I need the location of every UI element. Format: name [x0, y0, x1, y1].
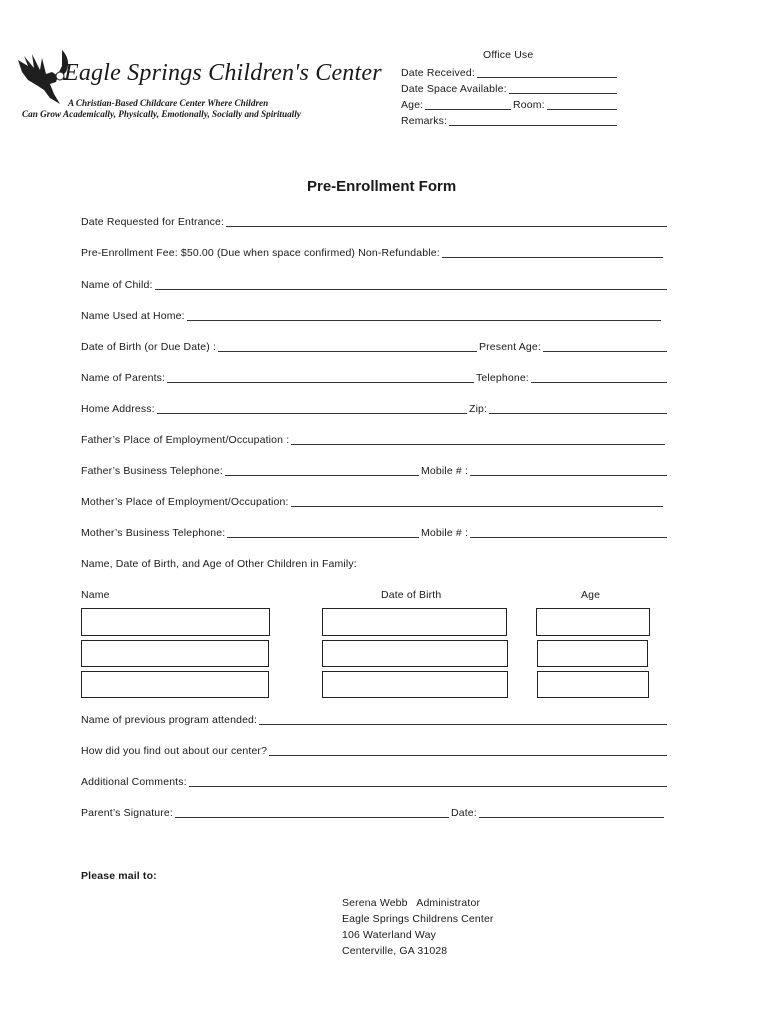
- mother-employment-field[interactable]: [81, 494, 665, 508]
- logo-tagline-1: A Christian-Based Childcare Center Where Children: [68, 98, 269, 108]
- child-2-dob-box[interactable]: [322, 640, 508, 667]
- date-space-available-field[interactable]: [401, 81, 619, 95]
- age-label: Age:: [401, 99, 424, 111]
- mother-phone-field[interactable]: [81, 525, 669, 539]
- comments-label: Additional Comments:: [81, 776, 187, 788]
- mother-employment-label: Mother’s Place of Employment/Occupation:: [81, 496, 289, 508]
- father-phone-field[interactable]: [81, 463, 669, 477]
- remarks-label: Remarks:: [401, 115, 448, 127]
- date-space-available-label: Date Space Available:: [401, 83, 507, 95]
- column-name-header: Name: [81, 589, 110, 601]
- found-out-label: How did you find out about our center?: [81, 745, 268, 757]
- child-3-age-box[interactable]: [537, 671, 649, 698]
- mother-mobile-label: Mobile # :: [421, 527, 469, 539]
- name-at-home-field[interactable]: [81, 308, 663, 322]
- signature-label: Parent’s Signature:: [81, 807, 173, 819]
- child-1-age-box[interactable]: [536, 608, 650, 636]
- office-use-heading: Office Use: [483, 49, 534, 61]
- mail-line-1: Serena Webb Administrator: [342, 897, 481, 909]
- age-room-field[interactable]: [401, 97, 619, 111]
- column-dob-header: Date of Birth: [381, 589, 442, 601]
- date-requested-label: Date Requested for Entrance:: [81, 216, 225, 228]
- child-name-field[interactable]: [81, 277, 669, 291]
- column-age-header: Age: [581, 589, 601, 601]
- comments-field[interactable]: [81, 774, 669, 788]
- father-employment-field[interactable]: [81, 432, 667, 446]
- logo-tagline-2: Can Grow Academically, Physically, Emotionally, Socially and Spiritually: [22, 109, 301, 119]
- name-at-home-label: Name Used at Home:: [81, 310, 185, 322]
- present-age-label: Present Age:: [479, 341, 541, 353]
- fee-label: Pre-Enrollment Fee: $50.00 (Due when space confirmed) Non-Refundable:: [81, 247, 440, 259]
- dob-field[interactable]: [81, 339, 669, 353]
- father-mobile-label: Mobile # :: [421, 465, 469, 477]
- date-received-label: Date Received:: [401, 67, 475, 79]
- date-requested-field[interactable]: [81, 214, 669, 228]
- father-employment-label: Father’s Place of Employment/Occupation :: [81, 434, 290, 446]
- mail-line-3: 106 Waterland Way: [342, 929, 436, 941]
- fee-field[interactable]: [81, 245, 665, 259]
- date-received-field[interactable]: [401, 65, 619, 79]
- telephone-label: Telephone:: [476, 372, 529, 384]
- child-name-label: Name of Child:: [81, 279, 153, 291]
- signature-date-label: Date:: [451, 807, 477, 819]
- parents-label: Name of Parents:: [81, 372, 166, 384]
- other-children-heading: Name, Date of Birth, and Age of Other Children in Family:: [81, 558, 357, 570]
- mail-line-2: Eagle Springs Childrens Center: [342, 913, 494, 925]
- child-3-name-box[interactable]: [81, 671, 269, 698]
- logo-title: Eagle Springs Children's Center: [64, 60, 382, 86]
- zip-label: Zip:: [469, 403, 488, 415]
- dob-label: Date of Birth (or Due Date) :: [81, 341, 217, 353]
- room-label: Room:: [513, 99, 545, 111]
- child-2-name-box[interactable]: [81, 640, 269, 667]
- child-2-age-box[interactable]: [537, 640, 648, 667]
- logo: [16, 46, 382, 122]
- parents-field[interactable]: [81, 370, 669, 384]
- child-3-dob-box[interactable]: [322, 671, 508, 698]
- signature-field[interactable]: [81, 805, 666, 819]
- child-1-name-box[interactable]: [81, 608, 270, 636]
- home-address-field[interactable]: [81, 401, 669, 415]
- mail-line-4: Centerville, GA 31028: [342, 945, 448, 957]
- previous-program-label: Name of previous program attended:: [81, 714, 258, 726]
- previous-program-field[interactable]: [81, 712, 669, 726]
- remarks-field[interactable]: [401, 113, 619, 127]
- mail-heading: Please mail to:: [81, 870, 157, 882]
- mother-business-phone-label: Mother’s Business Telephone:: [81, 527, 226, 539]
- found-out-field[interactable]: [81, 743, 669, 757]
- form-title: Pre-Enrollment Form: [307, 178, 457, 195]
- child-1-dob-box[interactable]: [322, 608, 507, 636]
- home-address-label: Home Address:: [81, 403, 155, 415]
- father-business-phone-label: Father’s Business Telephone:: [81, 465, 223, 477]
